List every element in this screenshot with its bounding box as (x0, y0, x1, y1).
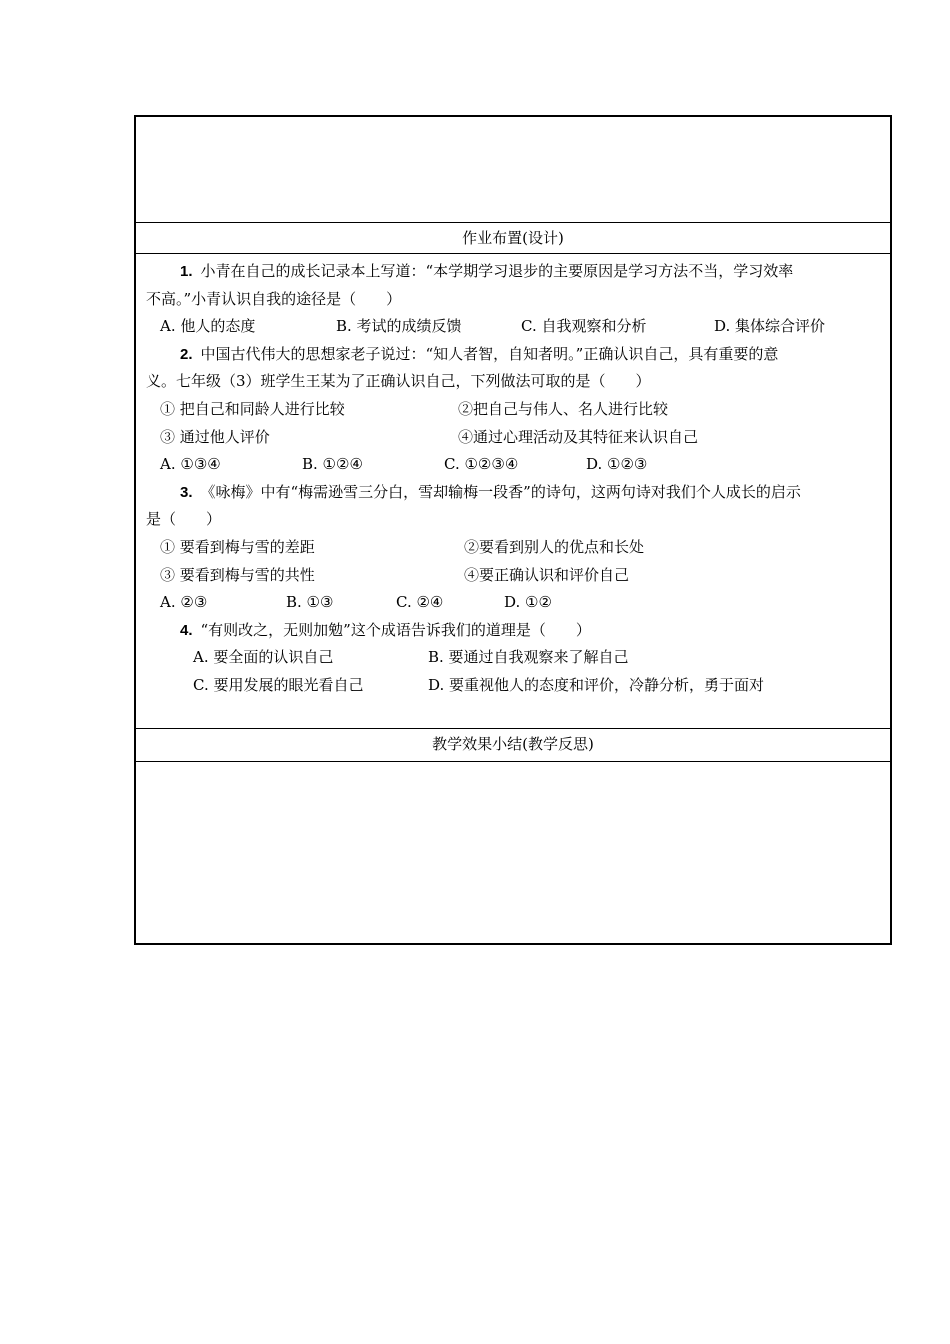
q2-option-c: C. ①②③④ (444, 455, 519, 474)
q3-number: 3. (180, 483, 193, 501)
lesson-plan-table (134, 115, 892, 945)
q4-option-c: C. 要用发展的眼光看自己 (193, 675, 364, 694)
assignment-header: 作业布置(设计) (136, 223, 890, 254)
q3-option-d: D. ①② (504, 593, 552, 612)
q3-item-4: ④要正确认识和评价自己 (464, 565, 630, 584)
q2-text-line2: 义。七年级（3）班学生王某为了正确认识自己，下列做法可取的是（ ） (146, 372, 651, 391)
q2-items-row2 (146, 424, 882, 452)
q2-line1 (146, 341, 882, 369)
q3-line1 (146, 479, 882, 507)
q1-number: 1. (180, 263, 193, 280)
q2-item-2: ②把自己与伟人、名人进行比较 (458, 399, 669, 418)
q4-text-line1: “有则改之，无则加勉”这个成语告诉我们的道理是（ ） (200, 620, 591, 639)
q2-option-a: A. ①③④ (160, 455, 221, 474)
q1-options (146, 313, 882, 341)
q1-option-a: A. 他人的态度 (160, 317, 256, 336)
q3-items-row1 (146, 534, 882, 562)
q1-option-c: C. 自我观察和分析 (521, 317, 647, 336)
q1-option-b: B. 考试的成绩反馈 (336, 317, 462, 336)
q4-number: 4. (180, 621, 193, 639)
q4-option-d: D. 要重视他人的态度和评价，冷静分析，勇于面对 (428, 675, 765, 694)
q2-number: 2. (180, 345, 193, 363)
q2-option-d: D. ①②③ (586, 455, 648, 474)
q1-option-d: D. 集体综合评价 (714, 317, 826, 336)
q3-option-c: C. ②④ (396, 593, 444, 612)
q1-line1 (146, 258, 882, 286)
q3-item-2: ②要看到别人的优点和长处 (464, 537, 645, 556)
q3-text-line2: 是（ ） (146, 510, 222, 529)
assignment-body (136, 254, 890, 729)
q4-options-row2 (146, 672, 882, 700)
q4-options-row1 (146, 644, 882, 672)
q2-items-row1 (146, 396, 882, 424)
q3-option-b: B. ①③ (286, 593, 334, 612)
q3-item-1: ① 要看到梅与雪的差距 (160, 537, 315, 556)
q2-item-3: ③ 通过他人评价 (160, 427, 270, 446)
q3-text-line1: 《咏梅》中有“梅需逊雪三分白，雪却输梅一段香”的诗句，这两句诗对我们个人成长的启示 (200, 482, 801, 501)
q4-line1 (146, 617, 882, 645)
q2-options (146, 451, 882, 479)
q3-items-row2 (146, 562, 882, 590)
reflection-header: 教学效果小结(教学反思) (136, 729, 890, 762)
q3-options (146, 589, 882, 617)
q3-item-3: ③ 要看到梅与雪的共性 (160, 565, 315, 584)
q2-item-4: ④通过心理活动及其特征来认识自己 (458, 427, 699, 446)
q2-item-1: ① 把自己和同龄人进行比较 (160, 399, 345, 418)
q2-option-b: B. ①②④ (302, 455, 363, 474)
q4-option-a: A. 要全面的认识自己 (193, 648, 334, 667)
reflection-body (136, 762, 890, 943)
q1-text-line2: 不高。”小青认识自我的途径是（ ） (146, 289, 402, 308)
q3-option-a: A. ②③ (160, 593, 208, 612)
blank-top-cell (136, 117, 890, 223)
q1-text-line1: 小青在自己的成长记录本上写道：“本学期学习退步的主要原因是学习方法不当，学习效率 (200, 262, 794, 280)
q4-option-b: B. 要通过自我观察来了解自己 (428, 648, 629, 667)
q2-text-line1: 中国古代伟大的思想家老子说过：“知人者智，自知者明。”正确认识自己，具有重要的意 (200, 344, 779, 363)
